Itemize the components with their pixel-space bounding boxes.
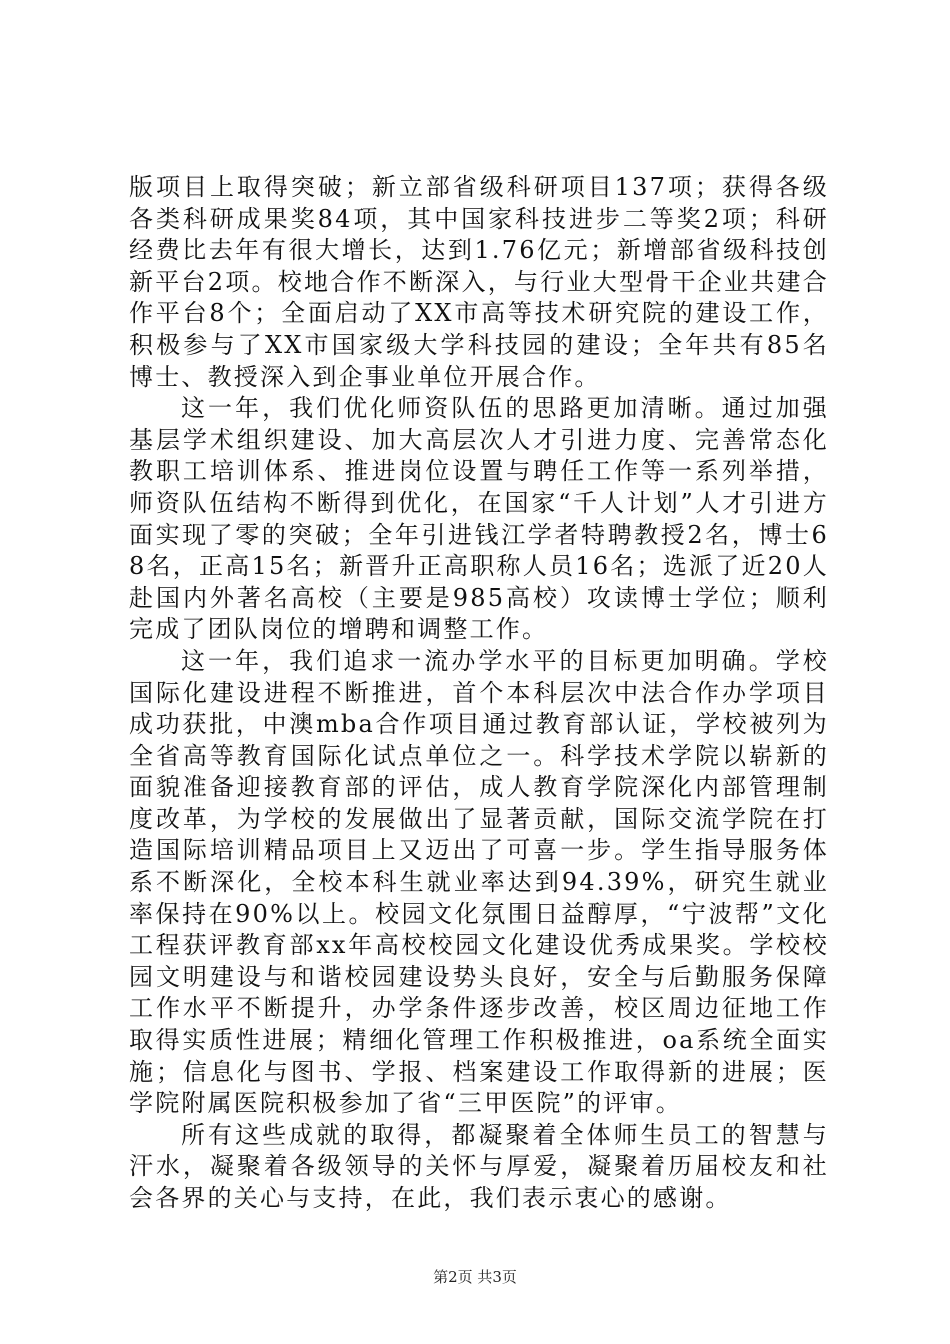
page-number-footer: 第2页 共3页	[433, 1268, 517, 1286]
paragraph-research-achievements: 版项目上取得突破；新立部省级科研项目137项；获得各级各类科研成果奖84项，其中国家科技进步二等奖2项；科研经费比去年有很大增长，达到1.76亿元；新增部省级科技创新平台2项。校地合作不断深入，与行业大型骨干企业共建合作平台8个；全面启动了XX市高等技术研究院的建设工作，积极参与了XX市国家级大学科技园的建设；全年共有85名博士、教授深入到企事业单位开展合作。	[129, 173, 829, 391]
document-body	[129, 172, 829, 1215]
paragraph-faculty-team: 这一年，我们优化师资队伍的思路更加清晰。通过加强基层学术组织建设、加大高层次人才引进力度、完善常态化教职工培训体系、推进岗位设置与聘任工作等一系列举措，师资队伍结构不断得到优化，在国家“千人计划”人才引进方面实现了零的突破；全年引进钱江学者特聘教授2名，博士68名，正高15名；新晋升正高职称人员16名；选派了近20人赴国内外著名高校（主要是985高校）攻读博士学位；顺利完成了团队岗位的增聘和调整工作。	[129, 394, 829, 644]
paragraph-acknowledgement: 所有这些成就的取得，都凝聚着全体师生员工的智慧与汗水，凝聚着各级领导的关怀与厚爱，凝聚着历届校友和社会各界的关心与支持，在此，我们表示衷心的感谢。	[129, 1120, 829, 1212]
paragraph-education-level: 这一年，我们追求一流办学水平的目标更加明确。学校国际化建设进程不断推进，首个本科层次中法合作办学项目成功获批，中澳mba合作项目通过教育部认证，学校被列为全省高等教育国际化试点单位之一。科学技术学院以崭新的面貌准备迎接教育部的评估，成人教育学院深化内部管理制度改革，为学校的发展做出了显著贡献，国际交流学院在打造国际培训精品项目上又迈出了可喜一步。学生指导服务体系不断深化，全校本科生就业率达到94.39%，研究生就业率保持在90%以上。校园文化氛围日益醇厚，“宁波帮”文化工程获评教育部xx年高校校园文化建设优秀成果奖。学校校园文明建设与和谐校园建设势头良好，安全与后勤服务保障工作水平不断提升，办学条件逐步改善，校区周边征地工作取得实质性进展；精细化管理工作积极推进，oa系统全面实施；信息化与图书、学报、档案建设工作取得新的进展；医学院附属医院积极参加了省“三甲医院”的评审。	[129, 646, 829, 1118]
